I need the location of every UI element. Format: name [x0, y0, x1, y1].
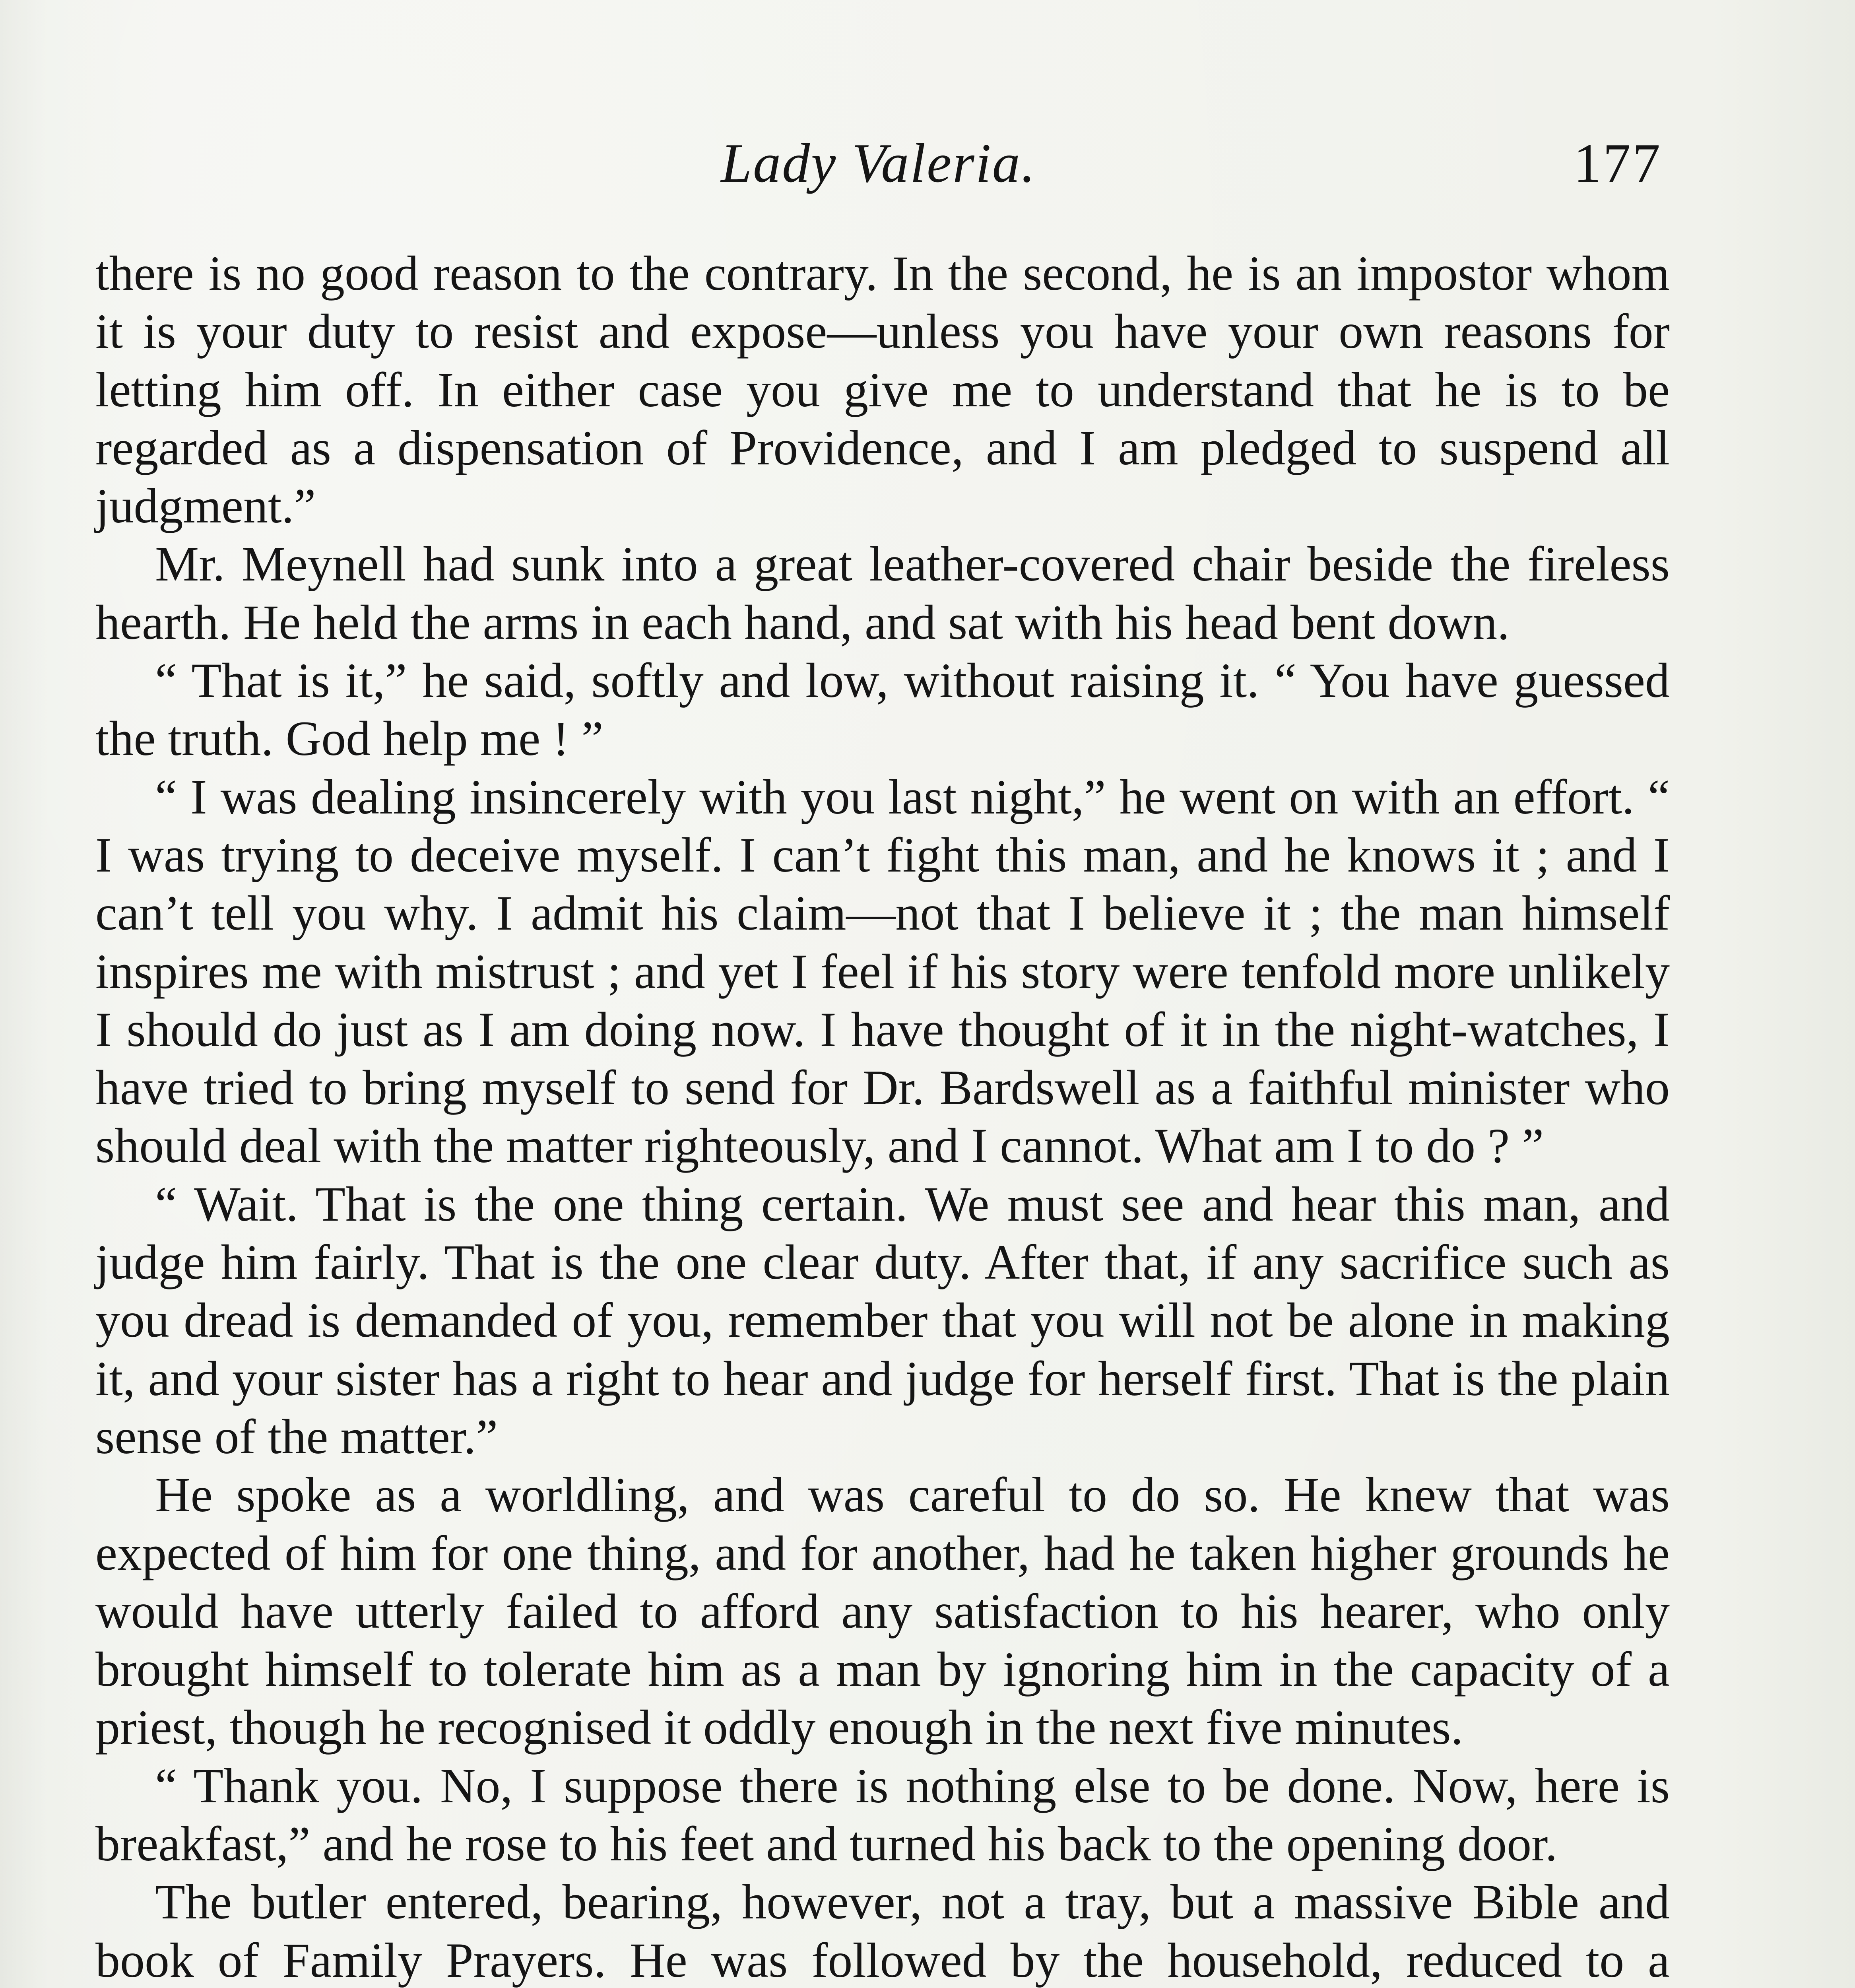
page-number: 177: [1574, 132, 1662, 194]
page-header: [95, 131, 1662, 203]
paragraph: “ I was dealing insincerely with you last night,” he went on with an effort. “ I was trying to deceive myself. I can’t fight this man, and he knows it ; and I can’t tell you why. I admit his claim—not that I believe it ; the man himself inspires me with mistrust ; and yet I feel if his story were tenfold more unlikely I should do just as I am doing now. I have thought of it in the night-watches, I have tried to bring myself to send for Dr. Bardswell as a faithful minister who should deal with the matter righteously, and I cannot. What am I to do ? ”: [95, 769, 1670, 1173]
paragraph: there is no good reason to the contrary. In the second, he is an impostor whom it is your duty to resist and expose—unless you have your own reasons for letting him off. In either case you give me to understand that he is to be regarded as a dispensation of Providence, and I am pledged to suspend all judgment.”: [95, 246, 1670, 534]
paragraph: He spoke as a worldling, and was careful to do so. He knew that was expected of him for one thing, and for another, had he taken higher grounds he would have utterly failed to afford any satisfaction to his hearer, who only brought himself to tolerate him as a man by ignoring him in the capacity of a priest, though he recognised it oddly enough in the next five minutes.: [95, 1468, 1670, 1755]
paragraph: “ Thank you. No, I suppose there is nothing else to be done. Now, here is breakfast,” and he rose to his feet and turned his back to the opening door.: [95, 1758, 1670, 1872]
paragraph: “ That is it,” he said, softly and low, without raising it. “ You have guessed the truth. God help me ! ”: [95, 653, 1670, 766]
paragraph: The butler entered, bearing, however, not a tray, but a massive Bible and book of Family Prayers. He was followed by the household, reduced to a: [95, 1875, 1670, 1988]
paragraph: Mr. Meynell had sunk into a great leather-covered chair beside the fireless hearth. He held the arms in each hand, and sat with his head bent down.: [95, 537, 1670, 650]
body-text: [95, 245, 1670, 1988]
paragraph: “ Wait. That is the one thing certain. We must see and hear this man, and judge him fairly. That is the one clear duty. After that, if any sacrifice such as you dread is demanded of you, remember that you will not be alone in making it, and your sister has a right to hear and judge for herself first. That is the plain sense of the matter.”: [95, 1176, 1670, 1464]
running-title: Lady Valeria.: [721, 132, 1036, 194]
